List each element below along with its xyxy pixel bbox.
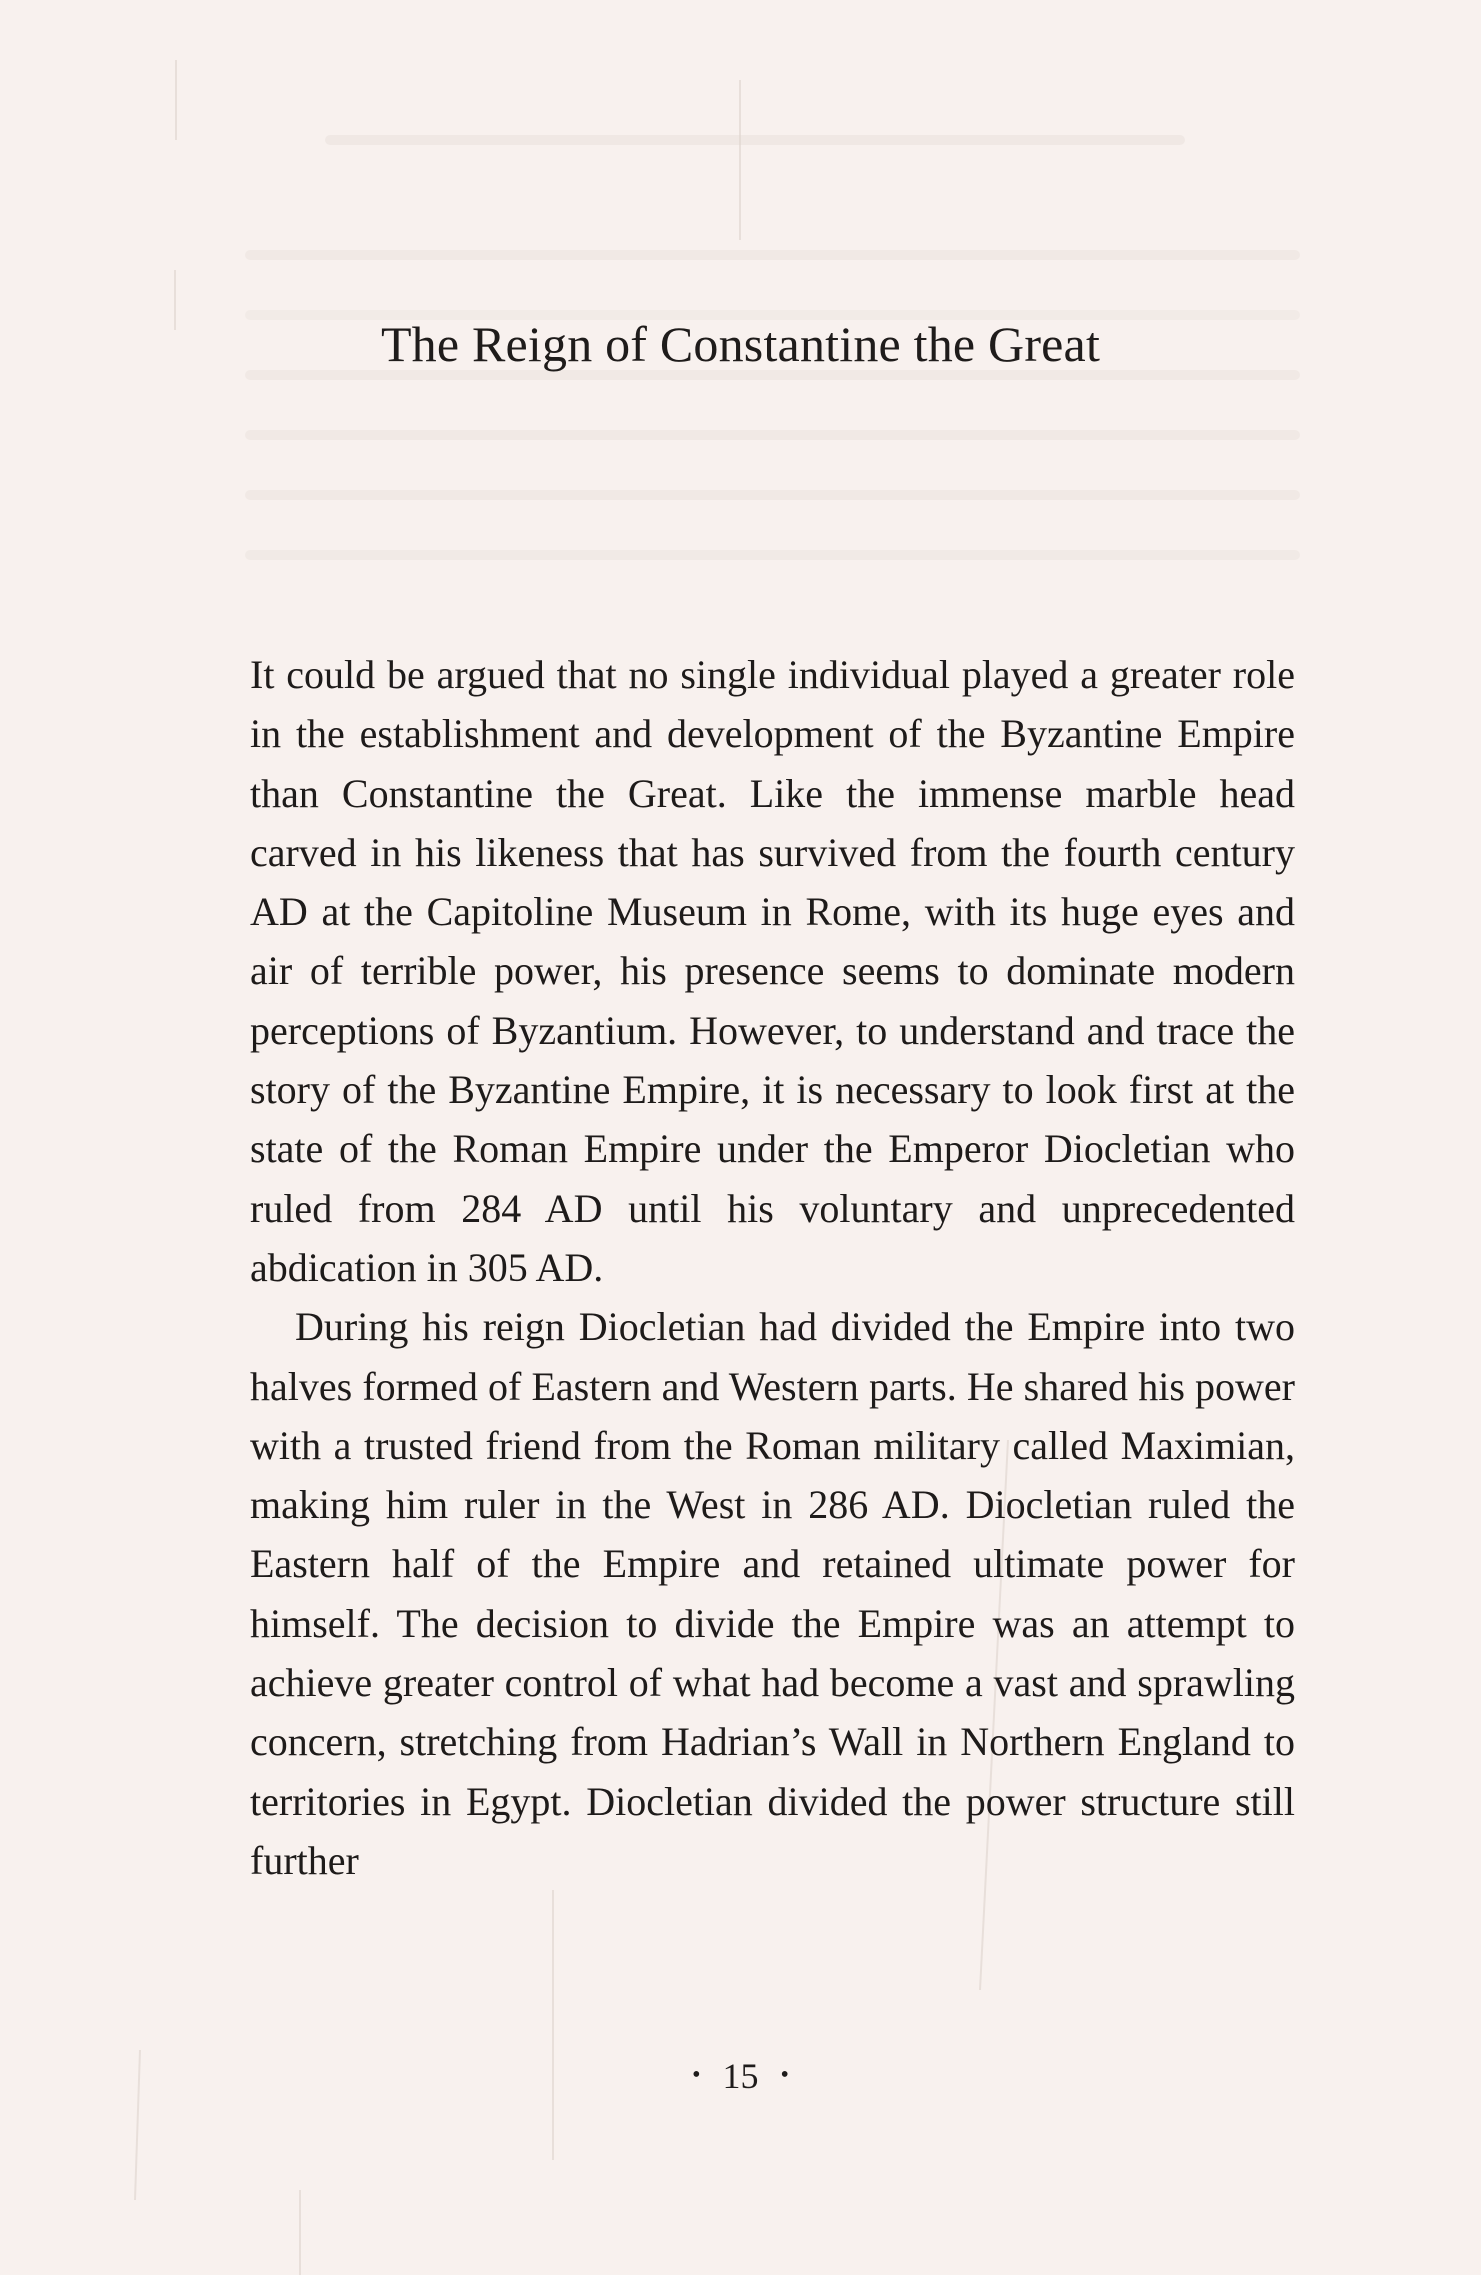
body-text	[250, 645, 1295, 1890]
bullet-left: •	[692, 2062, 701, 2088]
page-number: 15	[722, 2056, 759, 2096]
chapter-title: The Reign of Constantine the Great	[380, 316, 1101, 372]
paragraph-1: It could be argued that no single individual played a greater role in the establishment and development of the Byzantine Empire than Constantine the Great. Like the immense marble head carved in his likeness that has survived from the fourth century AD at the Capitoline Museum in Rome, with its huge eyes and air of terrible power, his presence seems to dominate modern perceptions of Byzantium. However, to understand and trace the story of the Byzantine Empire, it is necessary to look first at the state of the Roman Empire under the Emperor Diocletian who ruled from 284 AD until his voluntary and unprecedented abdication in 305 AD.	[250, 652, 1295, 1290]
bullet-right: •	[780, 2062, 789, 2088]
paragraph-2: During his reign Diocletian had divided the Empire into two halves formed of Eastern and Western parts. He shared his power with a trusted friend from the Roman military called Maximian, making him ruler in the West in 286 AD. Diocletian ruled the Eastern half of the Empire and retained ultimate power for himself. The decision to divide the Empire was an attempt to achieve greater control of what had become a vast and sprawling concern, stretching from Hadrian’s Wall in Northern England to territories in Egypt. Diocletian divided the power structure still further	[250, 1304, 1295, 1883]
page-number-footer	[0, 2055, 1481, 2097]
